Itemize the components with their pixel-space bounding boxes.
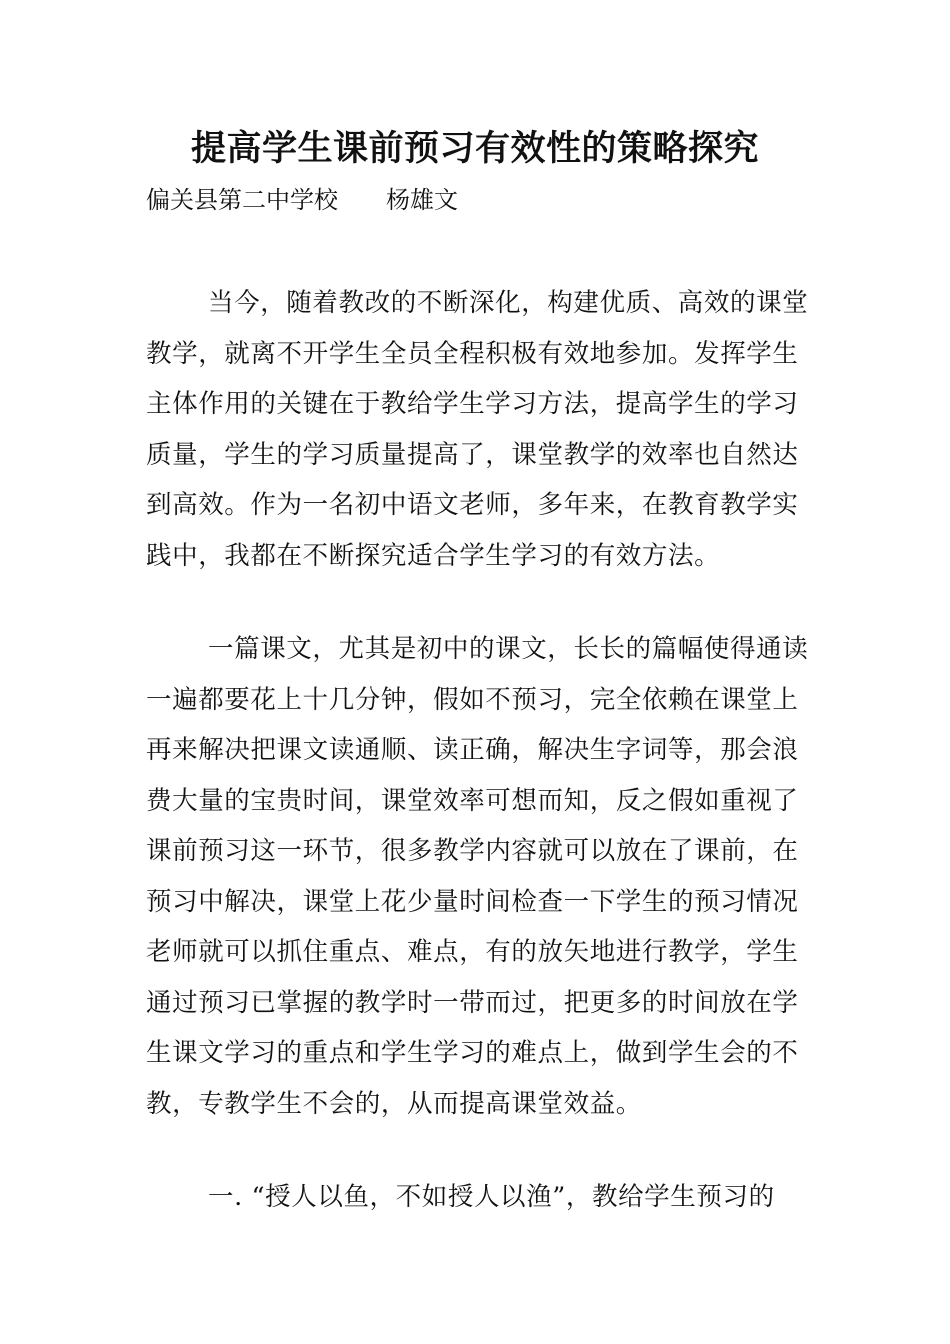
paragraph-line: 课前预习这一环节，很多教学内容就可以放在了课前，在 — [146, 836, 799, 866]
paragraph-line: 预习中解决，课堂上花少量时间检查一下学生的预习情况 — [146, 886, 799, 917]
paragraph-line: 践中，我都在不断探究适合学生学习的有效方法。 — [146, 540, 721, 571]
paragraph-line: 教学，就离不开学生全员全程积极有效地参加。发挥学生 — [146, 338, 799, 369]
paragraph-line: 质量，学生的学习质量提高了，课堂教学的效率也自然达 — [146, 439, 799, 470]
paragraph-line: 费大量的宝贵时间，课堂效率可想而知，反之假如重视了 — [146, 785, 799, 816]
author-byline: 偏关县第二中学校 杨雄文 — [146, 186, 458, 214]
paragraph-line: 教，专教学生不会的，从而提高课堂效益。 — [146, 1088, 642, 1119]
paragraph-intro — [146, 278, 809, 581]
paragraph-line: 老师就可以抓住重点、难点，有的放矢地进行教学，学生 — [146, 937, 799, 967]
paragraph-line: 一. “授人以鱼，不如授人以渔”，教给学生预习的 — [208, 1182, 775, 1212]
paragraph-line: 再来解决把课文读通顺、读正确，解决生字词等，那会浪 — [146, 735, 799, 765]
paragraph-line: 到高效。作为一名初中语文老师，多年来，在教育教学实 — [146, 490, 799, 520]
document-title: 提高学生课前预习有效性的策略探究 — [190, 128, 759, 169]
paragraph-line: 主体作用的关键在于教给学生学习方法，提高学生的学习 — [146, 389, 799, 419]
paragraph-line: 一篇课文，尤其是初中的课文，长长的篇幅使得通读 — [208, 634, 809, 664]
paragraph-line: 一遍都要花上十几分钟，假如不预习，完全依赖在课堂上 — [146, 684, 799, 715]
paragraph-line: 生课文学习的重点和学生学习的难点上，做到学生会的不 — [146, 1038, 799, 1068]
section-heading-1 — [146, 1172, 806, 1223]
paragraph-line: 当今，随着教改的不断深化，构建优质、高效的课堂 — [208, 288, 809, 318]
paragraph-line: 通过预习已掌握的教学时一带而过，把更多的时间放在学 — [146, 987, 799, 1018]
paragraph-body — [146, 624, 809, 1129]
